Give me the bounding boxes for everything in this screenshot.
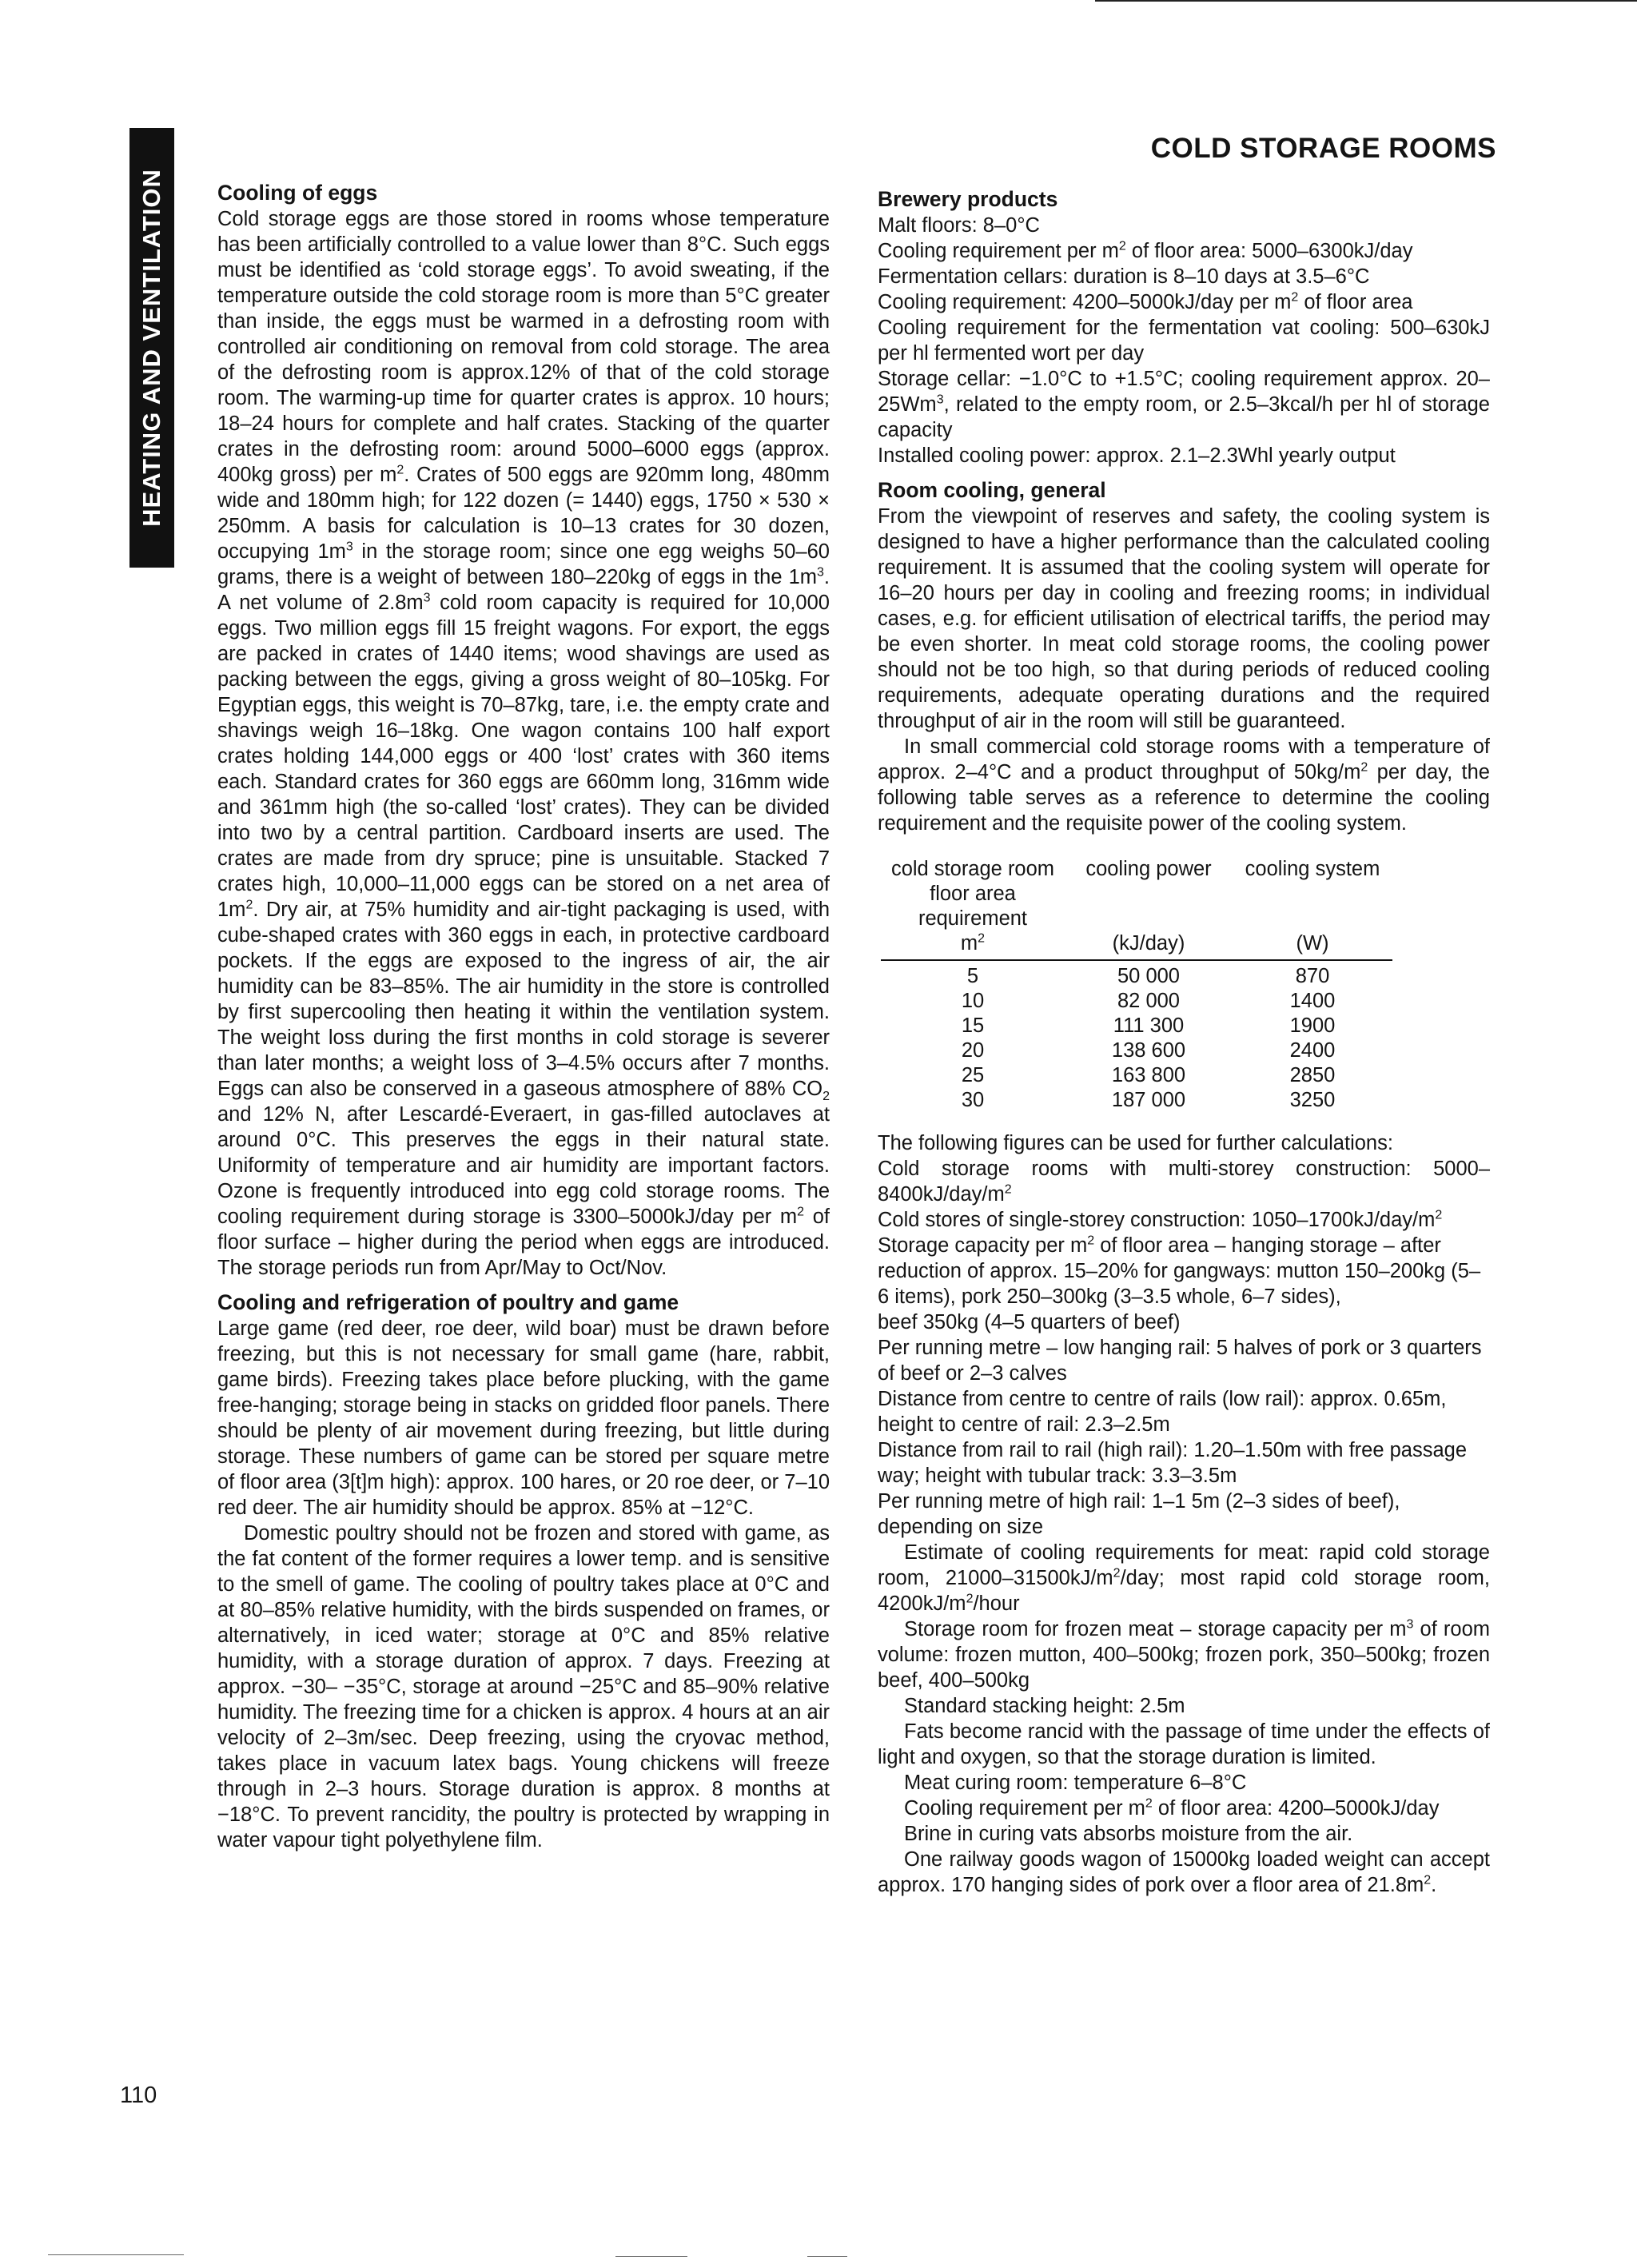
further-storage-capacity: Storage capacity per $m^2$ of floor area – hanging storage – after reduction of approx. 15–20% for gangways: mutton 150–200kg (5–6 items), pork 250–300kg (3–3.5 whole, 6–7 sides),	[878, 1234, 1481, 1308]
brewery-line-floor: Cooling requirement per $m^2$ of floor area: 5000–6300kJ/day	[878, 239, 1413, 262]
cooling-table	[881, 857, 1392, 1113]
poultry-paragraph-2: Domestic poultry should not be frozen and stored with game, as the fat content of the former requires a lower temp. and is sensitive to the smell of game. The cooling of poultry takes place at 0°C and at 80–85% relative humidity, with the birds suspended on frames, or alternatively, in iced water; storage at 0°C and 85% relative humidity, with a storage duration of approx. 7 days. Freezing at approx. −30– −35°C, storage at around −25°C and 85–90% relative humidity. The freezing time for a chicken is approx. 4 hours at an air velocity of 2–3m/sec. Deep freezing, using the cryovac method, takes place in vacuum latex bags. Young chickens will freeze through in 2–3 hours. Storage duration is approx. 8 months at −18°C. To prevent rancidity, the poultry is protected by wrapping in water vapour tight polyethylene film.	[217, 1522, 830, 1851]
right-column	[878, 185, 1490, 1898]
brewery-line-requirement: Cooling requirement: 4200–5000kJ/day per $m^2$ of floor area	[878, 290, 1413, 313]
further-multi-storey: Cold storage rooms with multi-storey construction: $5000-8400kJ/day/m^2$	[878, 1158, 1490, 1206]
further-wagon: One railway goods wagon of 15000kg loaded weight can accept approx. 170 hanging sides of pork over a floor area of $21.8m^2$.	[878, 1848, 1490, 1896]
further-intro: The following figures can be used for further calculations:	[878, 1132, 1393, 1154]
further-high-rail-distance: Distance from rail to rail (high rail): 1.20–1.50m with free passage way; height with tubular track: 3.3–3.5m	[878, 1439, 1467, 1487]
top-rule	[1095, 0, 1637, 2]
table-unit-power: (kJ/day)	[1065, 931, 1233, 960]
left-column	[217, 179, 830, 1853]
further-rail-distance: Distance from centre to centre of rails (low rail): approx. 0.65m, height to centre of rail: 2.3–2.5m	[878, 1388, 1447, 1436]
brewery-line-malt: Malt floors: 8–0°C	[878, 214, 1040, 237]
further-beef: beef 350kg (4–5 quarters of beef)	[878, 1311, 1181, 1333]
further-stacking-height: Standard stacking height: 2.5m	[904, 1695, 1185, 1717]
table-row: 30 187 000 3250	[961, 1089, 1336, 1111]
poultry-heading: Cooling and refrigeration of poultry and game	[217, 1290, 679, 1314]
table-row: 15 111 300 1900	[961, 1014, 1336, 1037]
further-single-storey: Cold stores of single-storey construction: $1050-1700kJ/day/m^2$	[878, 1208, 1443, 1231]
further-curing-requirement: Cooling requirement per $m^2$ of floor area: 4200–5000kJ/day	[904, 1796, 1440, 1820]
page-number: 110	[120, 2083, 157, 2108]
further-curing-room: Meat curing room: temperature 6–8°C	[904, 1772, 1247, 1794]
section-side-tab	[129, 128, 174, 568]
brewery-line-fermentation: Fermentation cellars: duration is 8–10 days at 3.5–6°C	[878, 265, 1370, 288]
further-high-rail: Per running metre of high rail: 1–1 5m (2–3 sides of beef), depending on size	[878, 1490, 1400, 1538]
page-header: COLD STORAGE ROOMS	[1150, 133, 1496, 164]
room-cooling-heading: Room cooling, general	[878, 478, 1106, 502]
brewery-line-installed: Installed cooling power: approx. 2.1–2.3Whl yearly output	[878, 444, 1396, 467]
table-row: 20 138 600 2400	[961, 1039, 1336, 1062]
table-header-area: cold storage room floor area requirement	[890, 858, 1055, 930]
table-row: 25 163 800 2850	[961, 1064, 1336, 1086]
eggs-paragraph: Cold storage eggs are those stored in rooms whose temperature has been artificially controlled to a value lower than 8°C. Such eggs must be identified as ‘cold storage eggs’. To avoid sweating, if the temperature outside the cold storage room is more than 5°C greater than inside, the eggs must be warmed in a defrosting room with controlled air conditioning on removal from cold storage. The area of the defrosting room is approx.12% of that of the cold storage room. The warming-up time for quarter crates is approx. 10 hours; 18–24 hours for complete and half crates. Stacking of the quarter crates in the defrosting room: around 5000–6000 eggs (approx. 400kg gross) per $m^2$. Crates of 500 eggs are 920mm long, 480mm wide and 180mm high; for 122 dozen (= 1440) eggs, 1750 × 530 × 250mm. A basis for calculation is 10–13 crates for 30 dozen, occupying $1m^3$ in the storage room; since one egg weighs 50–60 grams, there is a weight of between 180–220kg of eggs in the $1m^3$. A net volume of $2.8m^3$ cold room capacity is required for 10,000 eggs. Two million eggs fill 15 freight wagons. For export, the eggs are packed in crates of 1440 items; wood shavings are used as packing between the eggs, giving a gross weight of 80–105kg. For Egyptian eggs, this weight is 70–87kg, tare, i.e. the empty crate and shavings weigh 16–18kg. One wagon contains 100 half export crates holding 144,000 eggs or 400 ‘lost’ crates with 360 items each. Standard crates for 360 eggs are 660mm long, 316mm wide and 361mm high (the so-called ‘lost’ crates). They can be divided into two by a central partition. Cardboard inserts are used. The crates are made from dry spruce; pine is unsuitable. Stacked 7 crates high, 10,000–11,000 eggs can be stored on a net area of $1m^2$. Dry air, at 75% humidity and air-tight packaging is used, with cube-shaped crates with 360 eggs in each, in protective cardboard pockets. If the eggs are exposed to the ingress of air, the air humidity can be 83–85%. The air humidity in the store is controlled by first supercooling then heating it within the ventilation system. The weight loss during the first months in cold storage is severer than later months; a weight loss of 3–4.5% occurs after 7 months. Eggs can also be conserved in a gaseous atmosphere of 88% $CO_2$ and 12% N, after Lescardé-Everaert, in gas-filled autoclaves at around 0°C. This preserves the eggs in their natural state. Uniformity of temperature and air humidity are important factors. Ozone is frequently introduced into egg cold storage rooms. The cooling requirement during storage is 3300–5000kJ/day per $m^2$ of floor surface – higher during the period when eggs are introduced. The storage periods run from Apr/May to Oct/Nov.	[217, 208, 830, 1279]
table-row: 5 50 000 870	[966, 965, 1330, 987]
brewery-line-cellar: Storage cellar: −1.0°C to +1.5°C; cooling requirement approx. 20–25Wm$^3$, related to the empty room, or 2.5–3kcal/h per hl of storage capacity	[878, 368, 1490, 441]
scan-mark	[615, 2256, 687, 2257]
side-tab-label: HEATING AND VENTILATION	[137, 169, 166, 527]
table-header-power: cooling power	[1085, 858, 1212, 880]
table-header-system: cooling system	[1245, 858, 1380, 880]
table-unit-system: (W)	[1233, 931, 1392, 960]
further-brine: Brine in curing vats absorbs moisture from the air.	[904, 1823, 1353, 1845]
further-frozen-meat: Storage room for frozen meat – storage capacity per $m^3$ of room volume: frozen mutton, 400–500kg; frozen pork, 350–500kg; frozen beef, 400–500kg	[878, 1617, 1490, 1692]
scan-mark	[48, 2254, 184, 2255]
room-cooling-paragraph-1: From the viewpoint of reserves and safety, the cooling system is designed to have a higher performance than the calculated cooling requirement. It is assumed that the cooling system will operate for 16–20 hours per day in cooling and freezing rooms; in individual cases, e.g. for efficient utilisation of electrical tariffs, the period may be even shorter. In meat cold storage rooms, the cooling power should not be too high, so that during periods of reduced cooling requirements, adequate operating durations and the required throughput of air in the room will still be guaranteed.	[878, 505, 1490, 732]
scan-mark	[807, 2256, 847, 2257]
table-unit-area: $m^2$	[881, 931, 1065, 960]
poultry-paragraph-1: Large game (red deer, roe deer, wild boar) must be drawn before freezing, but this is not necessary for small game (hare, rabbit, game birds). Freezing takes place before plucking, with the game free-hanging; storage being in stacks on gridded floor panels. There should be plenty of air movement during freezing, but little during storage. These numbers of game can be stored per square metre of floor area (3[t]m high): approx. 100 hares, or 20 roe deer, or 7–10 red deer. The air humidity should be approx. 85% at −12°C.	[217, 1317, 830, 1519]
table-row: 10 82 000 1400	[961, 990, 1336, 1012]
eggs-heading: Cooling of eggs	[217, 181, 378, 205]
further-meat-estimate: Estimate of cooling requirements for meat: rapid cold storage room, $21000-31500kJ/m^2$/day; most rapid cold storage room, $4200kJ/m^2$/hour	[878, 1541, 1491, 1615]
further-low-rail: Per running metre – low hanging rail: 5 halves of pork or 3 quarters of beef or 2–3 calves	[878, 1337, 1482, 1385]
further-fats: Fats become rancid with the passage of time under the effects of light and oxygen, so that the storage duration is limited.	[878, 1720, 1490, 1768]
brewery-line-vat: Cooling requirement for the fermentation vat cooling: 500–630kJ per hl fermented wort per day	[878, 317, 1490, 365]
room-cooling-paragraph-2: In small commercial cold storage rooms with a temperature of approx. 2–4°C and a product throughput of $50kg/m^2$ per day, the following table serves as a reference to determine the cooling requirement and the requisite power of the cooling system.	[878, 735, 1490, 835]
brewery-heading: Brewery products	[878, 187, 1058, 211]
